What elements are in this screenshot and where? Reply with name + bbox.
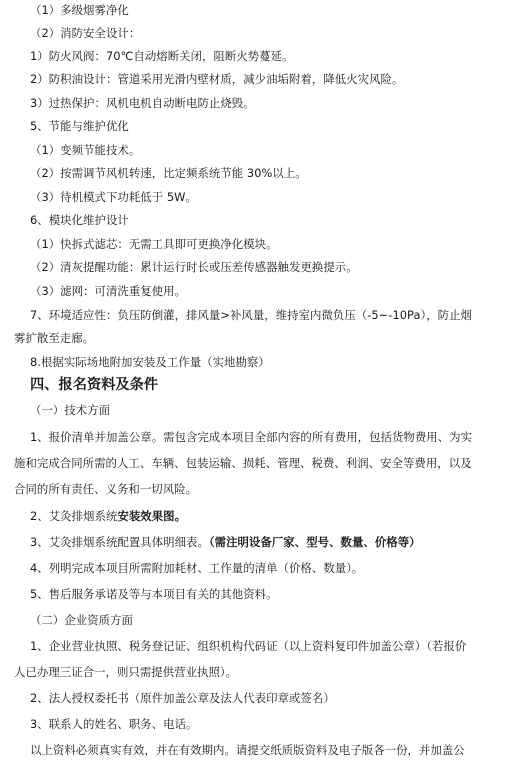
text-line: （1）变频节能技术。 <box>30 143 141 157</box>
text-line: 3、联系人的姓名、职务、电话。 <box>30 717 198 731</box>
text-line: 1、企业营业执照、税务登记证、组织机构代码证（以上资料复印件加盖公章）（若报价 <box>30 639 467 653</box>
text-line: （2）清灰提醒功能：累计运行时长或压差传感器触发更换提示。 <box>30 260 358 274</box>
text-line: 施和完成合同所需的人工、车辆、包装运输、损耗、管理、税费、利润、安全等费用，以及 <box>14 456 472 470</box>
text-line: 以上资料必须真实有效，并在有效期内。请提交纸质版资料及电子版各一份，并加盖公 <box>30 743 465 757</box>
text-line: 人已办理三证合一，则只需提供营业执照）。 <box>14 665 238 679</box>
text-run: 2、艾灸排烟系统 <box>30 509 118 523</box>
section-heading: 5、节能与维护优化 <box>30 119 129 133</box>
subsection-heading: （二）企业资质方面 <box>30 613 133 627</box>
text-line: 1）防火风阀：70℃自动熔断关闭，阻断火势蔓延。 <box>30 49 294 63</box>
text-line: 7、环境适应性：负压防倒灌，排风量>补风量，维持室内微负压（-5~-10Pa），防止烟 <box>30 308 472 322</box>
main-heading: 四、报名资料及条件 <box>30 377 159 393</box>
text-line: 5、售后服务承诺及等与本项目有关的其他资料。 <box>30 587 278 601</box>
text-line: （3）滤网：可清洗重复使用。 <box>30 284 187 298</box>
text-line: （1）快拆式滤芯：无需工具即可更换净化模块。 <box>30 237 278 251</box>
text-line: 合同的所有责任、义务和一切风险。 <box>14 482 198 496</box>
text-line: （2）消防安全设计： <box>30 26 141 40</box>
section-heading: 6、模块化维护设计 <box>30 213 129 227</box>
text-line: （2）按需调节风机转速，比定频系统节能 30%以上。 <box>30 166 307 180</box>
text-line: （3）待机模式下功耗低于 5W。 <box>30 190 197 204</box>
text-line: 2、法人授权委托书（原件加盖公章及法人代表印章或签名） <box>30 691 335 705</box>
text-line: （1）多级烟雾净化 <box>30 3 129 17</box>
text-line: 3）过热保护：风机电机自动断电防止烧毁。 <box>30 96 255 110</box>
text-line: 1、报价清单并加盖公章。需包含完成本项目全部内容的所有费用，包括货物费用、为实 <box>30 430 473 444</box>
subsection-heading: （一）技术方面 <box>30 403 111 417</box>
text-line: 8.根据实际场地附加安装及工作量（实地勘察） <box>30 355 270 369</box>
text-line: 2）防积油设计：管道采用光滑内壁材质，减少油垢附着，降低火灾风险。 <box>30 72 404 86</box>
text-line: 雾扩散至走廊。 <box>14 331 95 345</box>
text-line <box>30 535 523 550</box>
text-run: 3、艾灸排烟系统配置具体明细表。 <box>30 535 209 549</box>
text-line: 4、列明完成本项目所需附加耗材、工作量的清单（价格、数量）。 <box>30 561 364 575</box>
bold-text-run: 安装效果图。 <box>117 509 187 523</box>
bold-text-run: （需注明设备厂家、型号、数量、价格等） <box>208 535 421 549</box>
text-line <box>30 509 523 524</box>
